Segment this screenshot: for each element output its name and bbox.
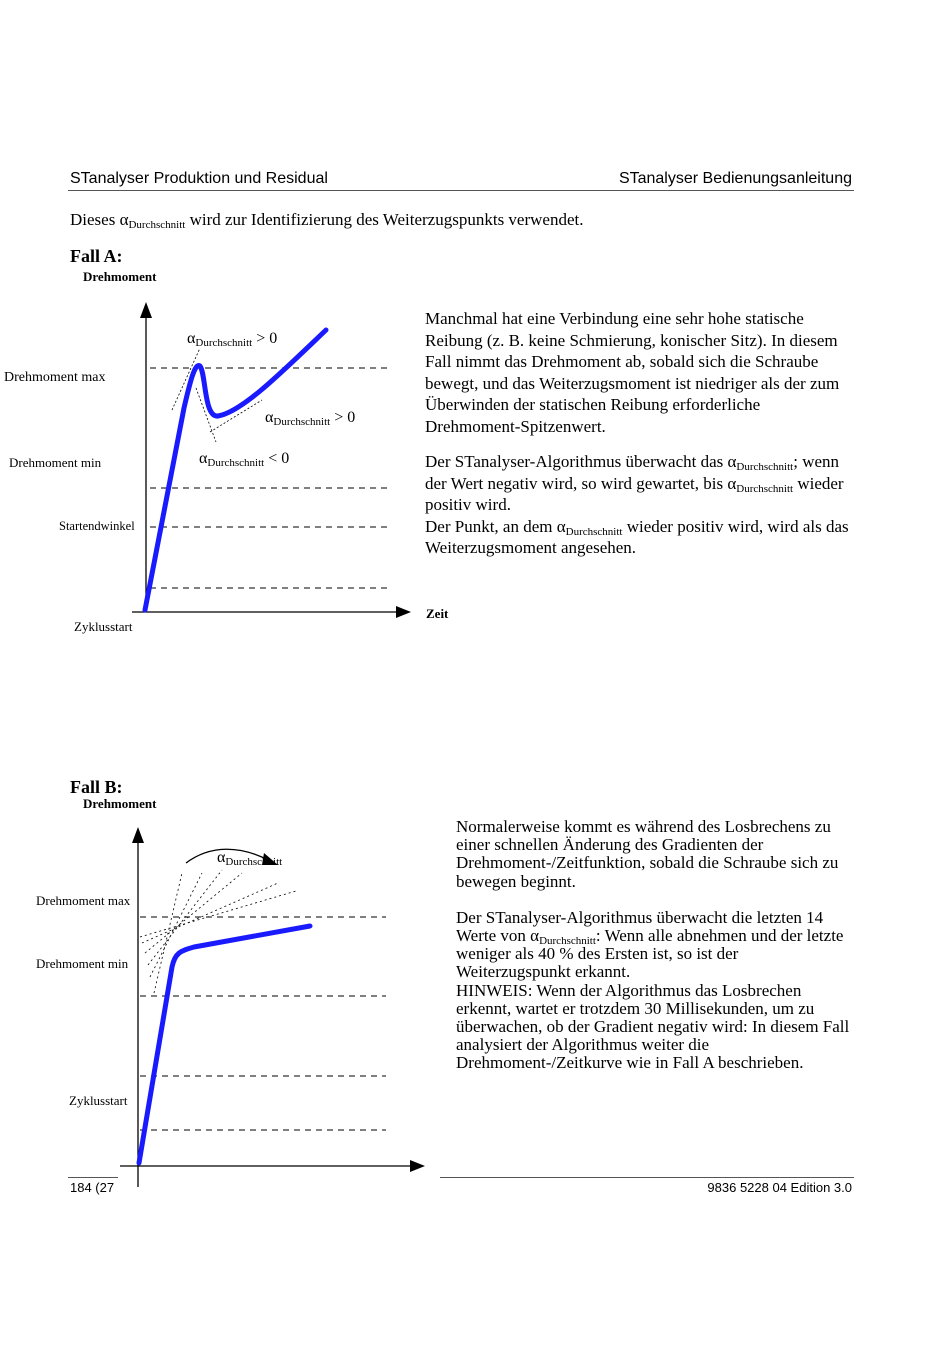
fall-b-ylabel: Drehmoment [83,796,157,811]
fall-b-diagram [0,815,440,1190]
fall-b-curve [139,926,310,1163]
footer-right: 9836 5228 04 Edition 3.0 [707,1180,852,1195]
fall-a-diagram [0,290,449,650]
fall-a-y-arrow [140,302,152,318]
fall-b-y-arrow [132,827,144,843]
fall-a-anno-right: αDurchschnitt > 0 [265,409,356,428]
fall-b-label-cycle: Zyklusstart [69,1093,128,1108]
fall-a-anno-top: αDurchschnitt > 0 [187,330,278,349]
fall-a-ylabel: Drehmoment [83,269,157,284]
fall-a-text [425,308,850,559]
header-left: STanalyser Produktion und Residual [70,170,328,187]
fall-b-para-2: Der STanalyser-Algorithmus überwacht die letzten 14 Werte von $\alpha_{Durchschnitt}$: Wenn alle abnehmen und der letzte weniger als 40 % des Ersten ist, so ist der Weiterzugspunkt erkannt. [456,907,844,982]
fall-b-para-1: Normalerweise kommt es während des Losbrechens zu einer schnellen Änderung des Gradienten der Drehmoment-/Zeitfunktion, sobald die Schraube sich zu bewegen beginnt. [456,817,839,891]
fall-a-label-cycle: Zyklusstart [74,619,133,634]
header-rule [68,190,854,191]
intro-sentence: Dieses $\alpha_{Durchschnitt}$ wird zur Identifizierung des Weiterzugspunkts verwendet. [70,210,584,231]
fall-a-xlabel: Zeit [426,606,449,621]
fall-a-title: Fall A: [70,246,123,266]
footer-left: 184 (27 [70,1180,115,1195]
fall-a-curve [145,330,326,610]
fall-a-para-1: Manchmal hat eine Verbindung eine sehr hohe statische Reibung (z. B. keine Schmierung, konischer Sitz). In diesem Fall nimmt das Drehmoment ab, sobald sich die Schraube bewegt, und das Weiterzugsmoment ist niedriger als der zum Überwinden der statischen Reibung erforderliche Drehmoment-Spitzenwert. [425,309,840,436]
fall-a-label-start: Startendwinkel [59,519,135,533]
fall-b-x-arrow [410,1160,425,1172]
fall-b-title: Fall B: [70,777,123,797]
fall-b-text [456,818,854,1073]
fall-b-para-3: HINWEIS: Wenn der Algorithmus das Losbrechen erkennt, wartet er trotzdem 30 Millisekunden, um zu überwachen, ob der Gradient negativ wird: In diesem Fall analysiert der Algorithmus weiter die Drehmoment-/Zeitkurve wie in Fall A beschrieben. [456,980,850,1073]
fall-a-label-min: Drehmoment min [9,455,102,470]
fall-a-x-arrow [396,606,411,618]
footer-rule-left [68,1177,118,1178]
fall-b-anno: αDurchschnitt [217,849,283,868]
fall-a-para-3: Der Punkt, an dem $\alpha_{Durchschnitt}$ wieder positiv wird, wird als das Weiterzugsmoment angesehen. [425,516,849,557]
header-right: STanalyser Bedienungsanleitung [618,170,852,187]
fall-a-para-2: Der STanalyser-Algorithmus überwacht das $\alpha_{Durchschnitt}$; wenn der Wert negativ wird, so wird gewartet, bis $\alpha_{Durchschnitt}$ wieder positiv wird. [425,452,844,514]
fall-b-label-max: Drehmoment max [36,893,131,908]
fall-a-label-max: Drehmoment max [4,370,106,385]
footer-rule-right [440,1177,854,1178]
fall-b-label-min: Drehmoment min [36,956,129,971]
fall-a-anno-low: αDurchschnitt < 0 [199,450,290,469]
